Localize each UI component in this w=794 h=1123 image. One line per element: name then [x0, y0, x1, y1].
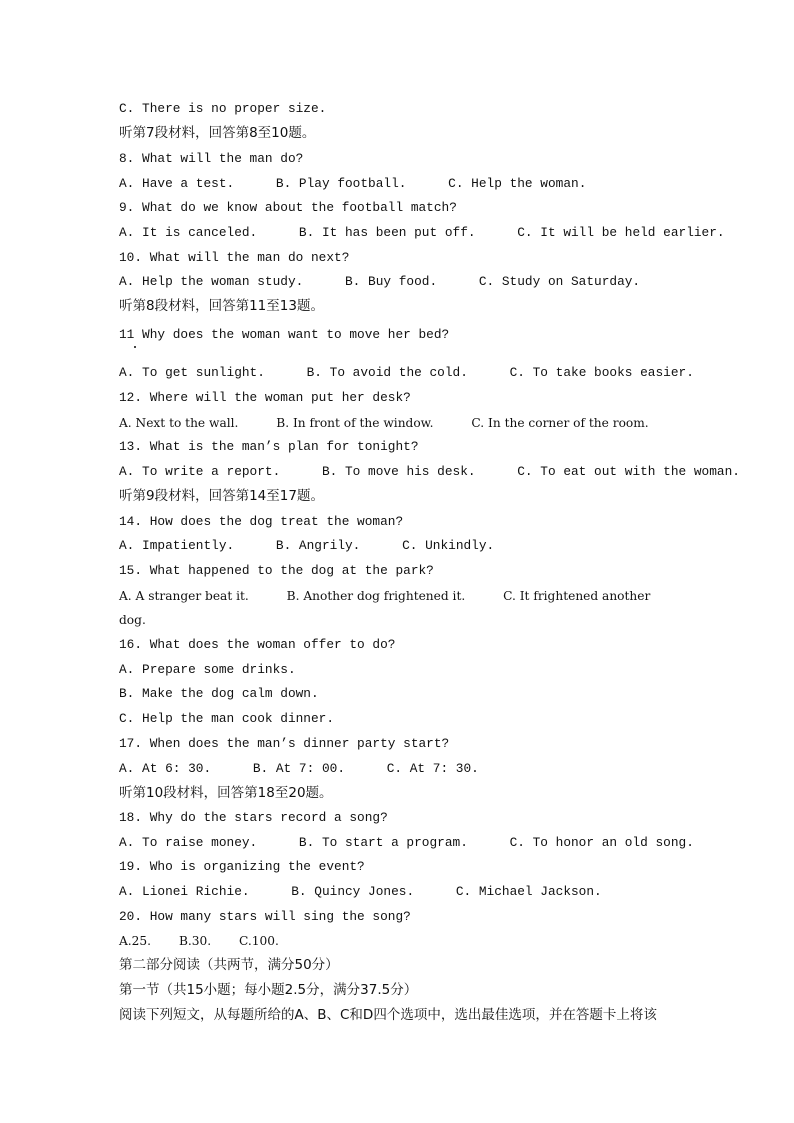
option-a: A. Have a test. [119, 176, 235, 191]
option-b: B. To move his desk. [321, 464, 476, 479]
option-a: A. A stranger beat it. [119, 589, 249, 603]
option-b: B. At 7: 00. [252, 761, 345, 776]
question-14-options [119, 538, 494, 554]
question-18: 18. Why do the stars record a song? [119, 810, 388, 825]
option-b: B. Buy food. [345, 274, 438, 289]
question-13: 13. What is the man’s plan for tonight? [119, 439, 419, 454]
option-c: C. To eat out with the woman. [517, 464, 740, 479]
option-a: A. It is canceled. [119, 225, 258, 240]
question-12-options [119, 415, 649, 431]
question-17: 17. When does the man’s dinner party start? [119, 736, 450, 751]
section-heading-9: 听第9段材料，回答第14至17题。 [119, 488, 324, 504]
question-12: 12. Where will the woman put her desk? [119, 390, 411, 405]
question-13-options [119, 464, 740, 480]
question-17-options [119, 761, 479, 777]
question-19: 19. Who is organizing the event? [119, 859, 365, 874]
question-14: 14. How does the dog treat the woman? [119, 514, 404, 529]
question-11: 11 Why does the woman want to move her bed? [119, 327, 450, 342]
option-b: B. Another dog frightened it. [286, 589, 466, 603]
question-20: 20. How many stars will sing the song? [119, 909, 411, 924]
reading-instructions: 阅读下列短文，从每题所给的A、B、C和D四个选项中，选出最佳选项，并在答题卡上将该 [119, 1007, 657, 1023]
option-c: C. Study on Saturday. [478, 274, 641, 289]
option-b: B. Angrily. [275, 538, 361, 553]
option-a: A.25. [119, 934, 152, 948]
question-15: 15. What happened to the dog at the park? [119, 563, 434, 578]
question-20-options [119, 933, 279, 949]
question-15-option-c-continued: dog. [119, 613, 146, 627]
option-c: C. It frightened another [503, 589, 651, 603]
question-16-option-c: C. Help the man cook dinner. [119, 711, 335, 726]
option-c: C. To take books easier. [509, 365, 694, 380]
question-10-options [119, 274, 640, 290]
option-c: C. Unkindly. [402, 538, 495, 553]
option-c: C. Michael Jackson. [455, 884, 602, 899]
question-8-options [119, 176, 586, 192]
question-9-options [119, 225, 725, 241]
section-one-heading: 第一节（共15小题；每小题2.5分，满分37.5分） [119, 982, 418, 998]
option-a: A. Lionei Richie. [119, 884, 250, 899]
section-heading-10: 听第10段材料，回答第18至20题。 [119, 785, 333, 801]
question-7-option-c: C. There is no proper size. [119, 101, 327, 116]
question-16-option-b: B. Make the dog calm down. [119, 686, 319, 701]
option-c: C.100. [239, 934, 279, 948]
option-c: C. At 7: 30. [386, 761, 479, 776]
option-a: A. Help the woman study. [119, 274, 304, 289]
question-16-option-a: A. Prepare some drinks. [119, 662, 296, 677]
option-b: B. Quincy Jones. [291, 884, 415, 899]
question-10: 10. What will the man do next? [119, 250, 350, 265]
option-c: C. To honor an old song. [509, 835, 694, 850]
option-c: C. Help the woman. [448, 176, 587, 191]
question-19-options [119, 884, 602, 900]
option-c: C. It will be held earlier. [517, 225, 725, 240]
option-a: A. At 6: 30. [119, 761, 212, 776]
option-b: B. Play football. [275, 176, 407, 191]
option-a: A. Next to the wall. [119, 416, 239, 430]
question-8: 8. What will the man do? [119, 151, 304, 166]
section-heading-8: 听第8段材料，回答第11至13题。 [119, 298, 324, 314]
option-b: B. To avoid the cold. [306, 365, 468, 380]
question-9: 9. What do we know about the football match? [119, 200, 457, 215]
option-a: A. Impatiently. [119, 538, 235, 553]
option-c: C. In the corner of the room. [471, 416, 649, 430]
part-two-heading: 第二部分阅读（共两节，满分50分） [119, 957, 339, 973]
stray-mark [134, 346, 136, 348]
option-a: A. To raise money. [119, 835, 258, 850]
question-15-options [119, 588, 650, 604]
question-18-options [119, 835, 694, 851]
option-a: A. To write a report. [119, 464, 281, 479]
question-11-options [119, 365, 694, 381]
option-b: B. To start a program. [298, 835, 468, 850]
question-16: 16. What does the woman offer to do? [119, 637, 396, 652]
section-heading-7: 听第7段材料，回答第8至10题。 [119, 125, 316, 141]
option-b: B.30. [178, 934, 212, 948]
option-a: A. To get sunlight. [119, 365, 265, 380]
option-b: B. It has been put off. [298, 225, 476, 240]
option-b: B. In front of the window. [276, 416, 434, 430]
